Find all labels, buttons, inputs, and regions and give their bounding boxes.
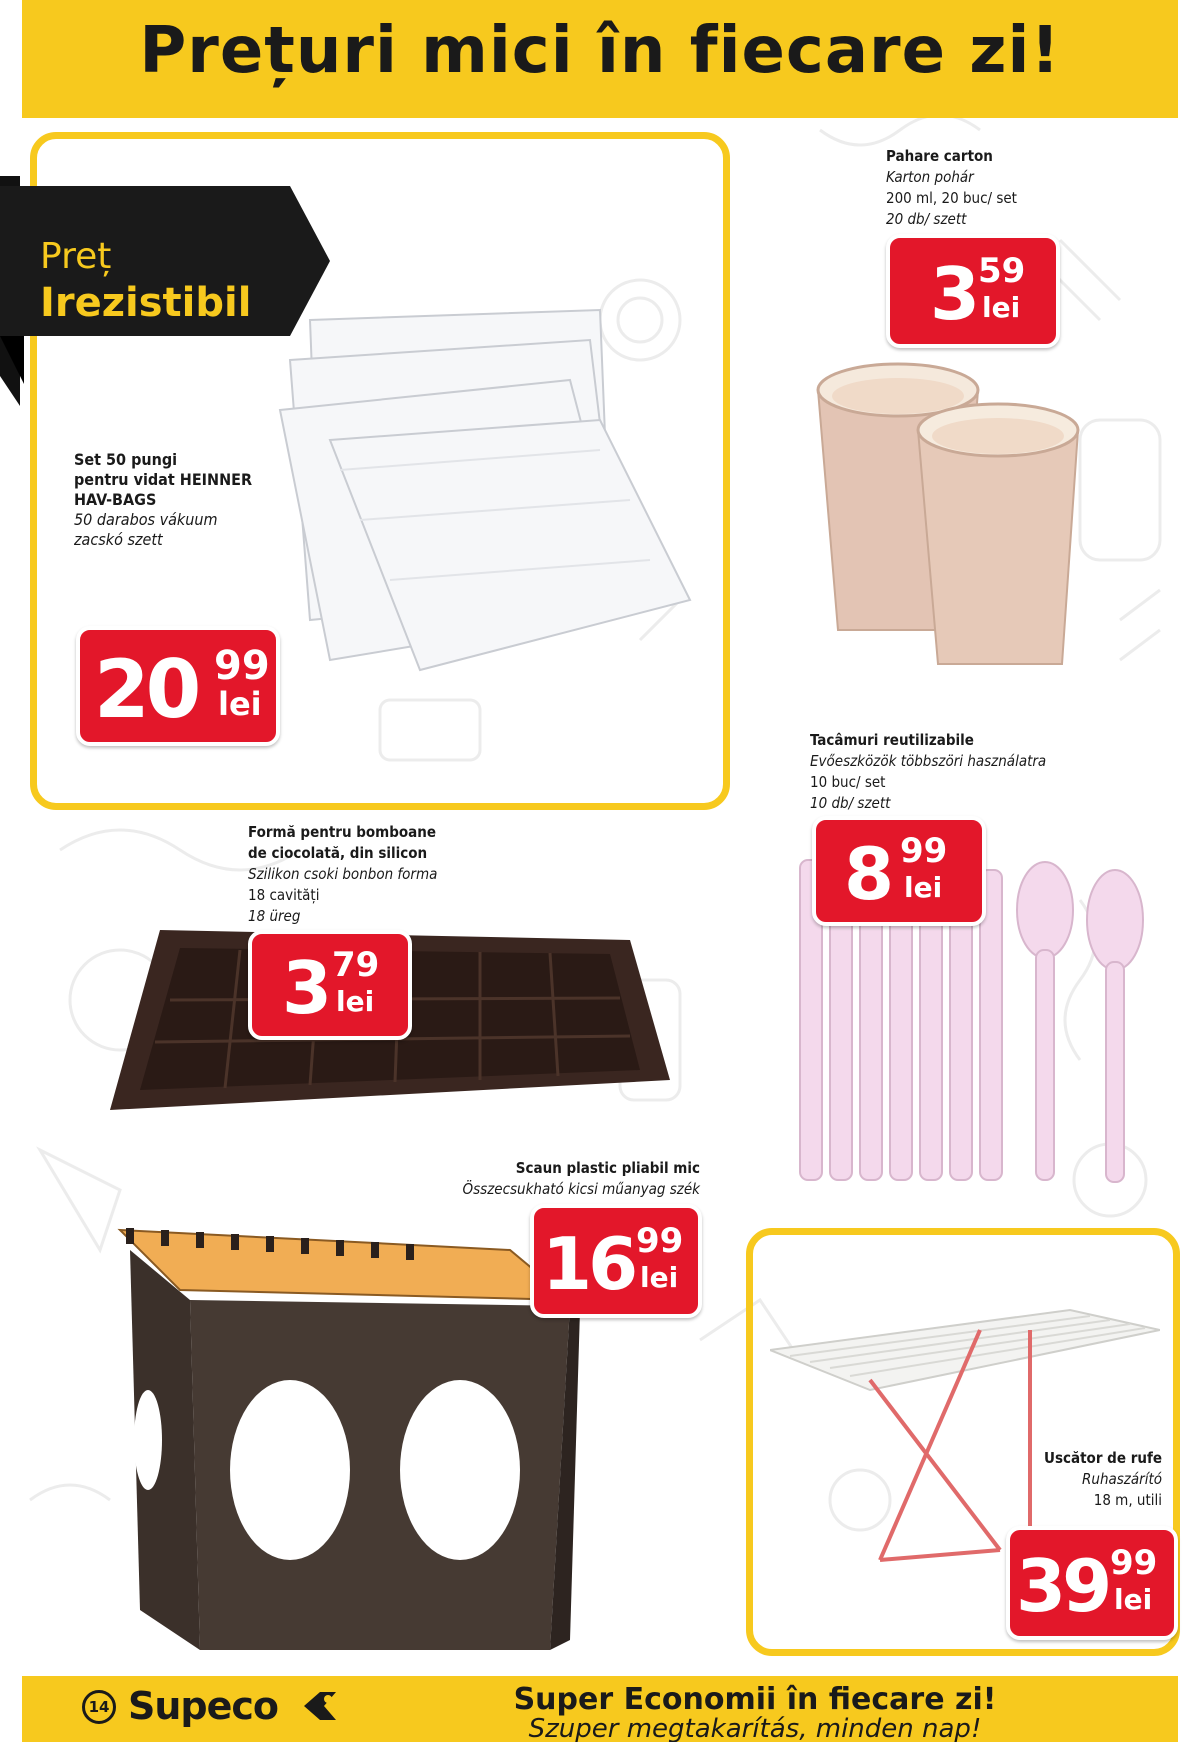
cutlery-detail: 10 buc/ set: [810, 773, 886, 791]
bags-price-currency: lei: [218, 685, 262, 723]
bags-price-decimal: 99: [214, 643, 270, 689]
mold-price-decimal: 79: [332, 945, 380, 985]
stool-price-decimal: 99: [636, 1221, 684, 1261]
mold-detail: 18 cavități: [248, 886, 320, 904]
stool-price-currency: lei: [640, 1261, 679, 1294]
mold-detail-hu: 18 üreg: [248, 907, 301, 925]
cups-price-currency: lei: [982, 291, 1021, 324]
cups-title: Pahare carton: [886, 147, 993, 165]
ribbon-label-line2: Irezistibil: [40, 280, 252, 326]
footer-slogan-hu: Szuper megtakarítás, minden nap!: [528, 1714, 982, 1742]
cutlery-price-badge: [812, 816, 986, 926]
bags-price-badge: [76, 626, 280, 746]
cups-detail: 200 ml, 20 buc/ set: [886, 189, 1017, 207]
rack-subtitle: Ruhaszárító: [1082, 1470, 1162, 1488]
rack-price-decimal: 99: [1110, 1543, 1158, 1583]
bags-text: [74, 450, 284, 550]
rack-price-currency: lei: [1114, 1583, 1153, 1616]
paper-cups-image: [800, 360, 1150, 680]
stool-price-integer: 16: [542, 1222, 635, 1306]
cutlery-text: [810, 730, 1110, 814]
header: [0, 0, 1200, 118]
mold-title-line1: Formă pentru bomboane: [248, 823, 437, 841]
rack-price-integer: 39: [1016, 1544, 1109, 1628]
cutlery-title: Tacâmuri reutilizabile: [810, 731, 974, 749]
stool-text: [400, 1158, 700, 1200]
footer-slogan-ro: Super Economii în fiecare zi!: [513, 1682, 997, 1717]
cups-text: [886, 146, 1086, 230]
cups-price-badge: [886, 234, 1060, 348]
bags-subtitle-line2: zacskó szett: [74, 530, 163, 549]
mold-title-line2: de ciocolată, din silicon: [248, 844, 428, 862]
bags-title-line3: HAV-BAGS: [74, 490, 157, 509]
folding-stool-image: [110, 1210, 580, 1660]
cutlery-price-decimal: 99: [900, 831, 948, 871]
bags-price-integer: 20: [94, 643, 198, 736]
bags-subtitle-line1: 50 darabos vákuum: [74, 510, 218, 529]
stool-subtitle: Összecsukható kicsi műanyag szék: [462, 1180, 700, 1198]
mold-subtitle: Szilikon csoki bonbon forma: [248, 865, 438, 883]
mold-price-badge: [248, 930, 412, 1040]
cups-price-integer: 3: [930, 252, 977, 336]
page-title: Prețuri mici în fiecare zi!: [139, 14, 1061, 88]
vacuum-bags-image: [270, 300, 710, 680]
rack-text: [940, 1448, 1162, 1511]
rack-price-badge: [1006, 1526, 1178, 1640]
ribbon-label-line1: Preț: [40, 236, 112, 277]
mold-text: [248, 822, 508, 927]
stool-title: Scaun plastic pliabil mic: [515, 1159, 700, 1177]
brand-logo-icon: [300, 1688, 340, 1724]
brand-logo-text: Supeco: [128, 1684, 279, 1728]
cups-detail-hu: 20 db/ szett: [886, 210, 967, 228]
mold-price-currency: lei: [336, 985, 375, 1018]
bags-title-line1: Set 50 pungi: [74, 450, 178, 469]
bags-title-line2: pentru vidat HEINNER: [74, 470, 253, 489]
rack-title: Uscător de rufe: [1044, 1449, 1162, 1467]
cutlery-price-currency: lei: [904, 871, 943, 904]
mold-price-integer: 3: [282, 946, 329, 1030]
stool-price-badge: [530, 1204, 702, 1318]
cups-subtitle: Karton pohár: [886, 168, 974, 186]
cutlery-detail-hu: 10 db/ szett: [810, 794, 891, 812]
cutlery-subtitle: Evőeszközök többszöri használatra: [810, 752, 1047, 770]
cups-price-decimal: 59: [978, 251, 1026, 291]
cutlery-price-integer: 8: [844, 832, 891, 916]
rack-detail: 18 m, utili: [1093, 1491, 1162, 1509]
page-number: 14: [82, 1690, 116, 1724]
